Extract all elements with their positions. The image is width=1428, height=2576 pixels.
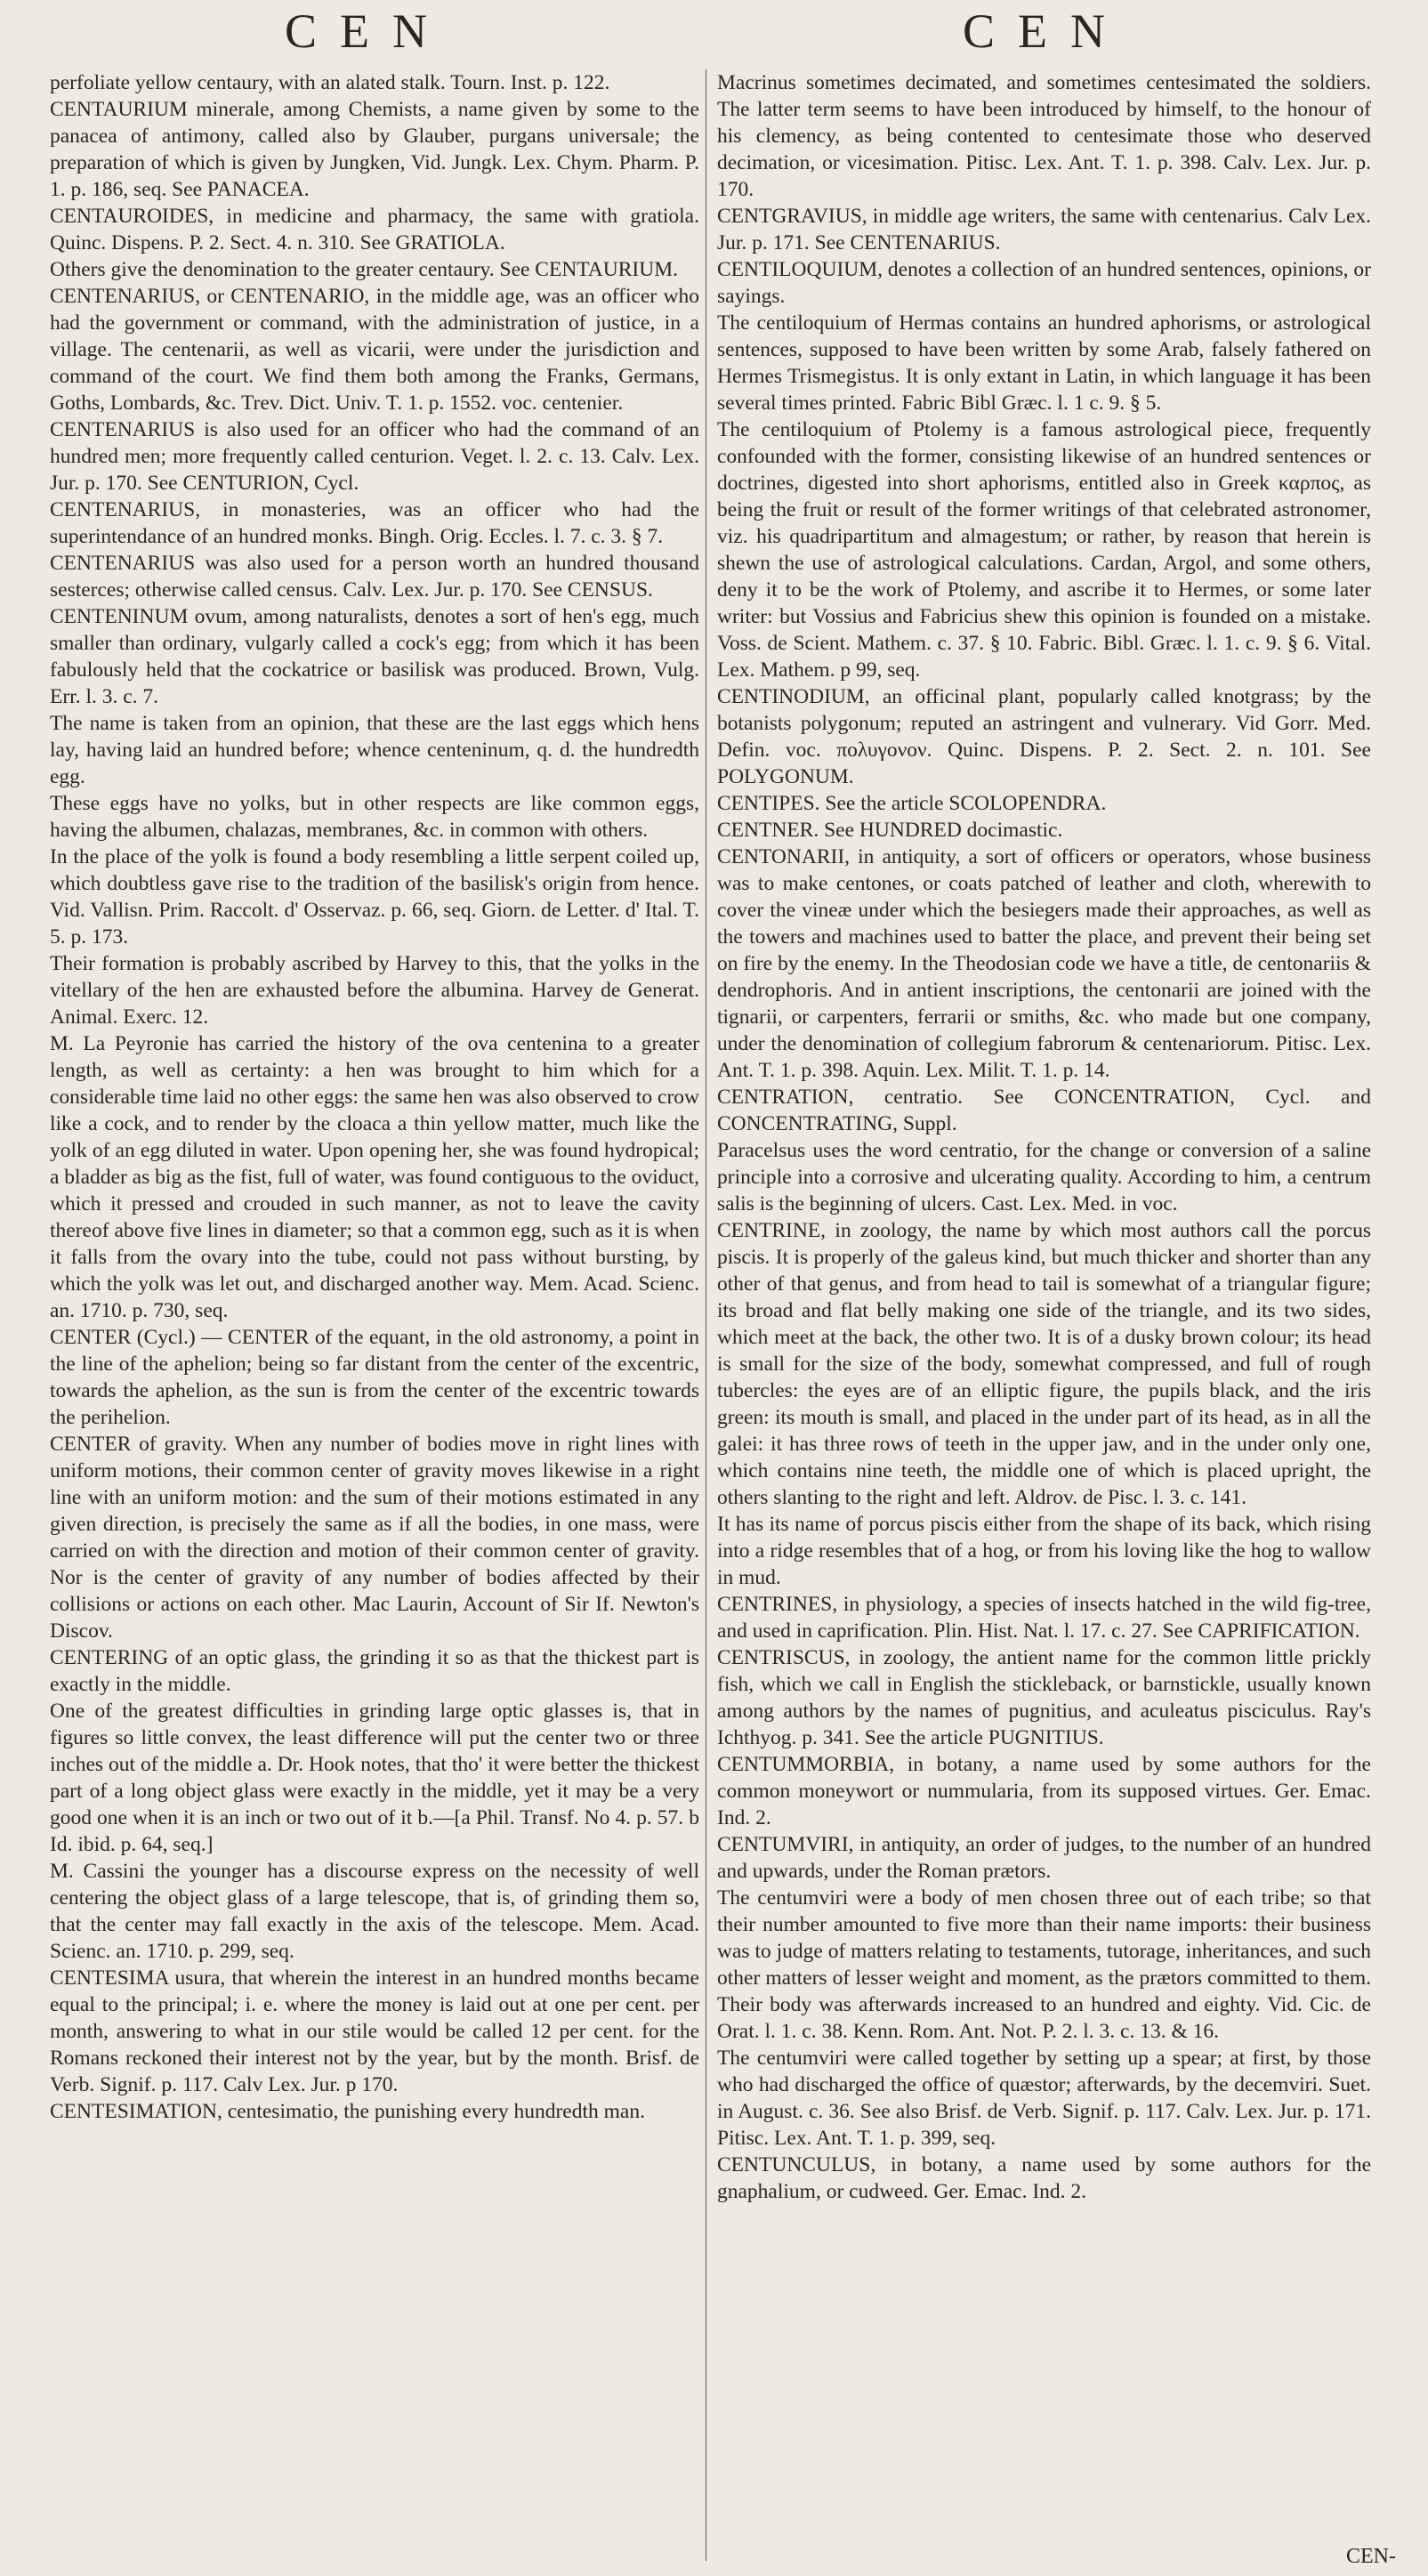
entry-text: CENTRINES, in physiology, a species of insects hatched in the wild fig-tree, and used in caprification. Plin. Hist. Nat. l. 17. c. 27. See CAPRIFICATION.	[717, 1593, 1371, 1643]
entry-text: CENTENARIUS, in monasteries, was an officer who had the superintendance of an hundred monks. Bingh. Orig. Eccles. l. 7. c. 3. § 7.	[50, 498, 699, 548]
entry-text: CENTESIMA usura, that wherein the interest in an hundred months became equal to the principal; i. e. where the money is laid out at one per cent. per month, answering to what in our stile would be called 12 per cent. for the Romans reckoned their interest not by the year, but by the month. Brisf. de Verb. Signif. p. 117. Calv Lex. Jur. p 170.	[50, 1966, 699, 2096]
entry-text: The centumviri were called together by setting up a spear; at first, by those who had discharged the office of quæstor; afterwards, by the decemviri. Suet. in August. c. 36. See also Brisf. de Verb. Signif. p. 117. Calv. Lex. Jur. p. 171. Pitisc. Lex. Ant. T. 1. p. 399, seq.	[717, 2047, 1371, 2150]
entry-text: M. Cassini the younger has a discourse express on the necessity of well centering the object glass of a large telescope, that is, of grinding them so, that the center may fall exactly in the axis of the telescope. Mem. Acad. Scienc. an. 1710. p. 299, seq.	[50, 1860, 699, 1963]
entry-text: CENTRATION, centratio. See CONCENTRATION, Cycl. and CONCENTRATING, Suppl.	[717, 1086, 1371, 1135]
entry-text: CENTER (Cycl.) — CENTER of the equant, in the old astronomy, a point in the line of the aphelion; being so far distant from the center of the excentric, towards the aphelion, as the sun is from the center of the excentric towards the perihelion.	[50, 1326, 699, 1429]
entry-text: CENTILOQUIUM, denotes a collection of an hundred sentences, opinions, or sayings.	[717, 258, 1371, 308]
entry-text: CENTENARIUS was also used for a person worth an hundred thousand sesterces; otherwise called census. Calv. Lex. Jur. p. 170. See CENSUS.	[50, 552, 699, 602]
entry-text: CENTRISCUS, in zoology, the antient name for the common little prickly fish, which we call in English the stickleback, or barnstickle, usually known among authors by the names of pugnitius, and aculeatus pisciculus. Ray's Ichthyog. p. 341. See the article PUGNITIUS.	[717, 1646, 1371, 1749]
entry-text: CENTRINE, in zoology, the name by which most authors call the porcus piscis. It is properly of the galeus kind, but much thicker and shorter than any other of that genus, and from head to tail is somewhat of a triangular figure; its broad and flat belly making one side of the triangle, and its two sides, which meet at the back, the other two. It is of a dusky brown colour; its head is small for the size of the body, somewhat compressed, and full of rough tubercles: the eyes are of an elliptic figure, the pupils black, and the iris green: its mouth is small, and placed in the under part of its head, as in all the galei: it has three rows of teeth in the upper jaw, and in the under only one, which contains nine teeth, the middle one of which is placed upright, the others slanting to the right and left. Aldrov. de Pisc. l. 3. c. 141.	[717, 1219, 1371, 1509]
entry-text: Their formation is probably ascribed by Harvey to this, that the yolks in the vitellary of the hen are exhausted before the albumina. Harvey de Generat. Animal. Exerc. 12.	[50, 952, 699, 1029]
entry-text: Macrinus sometimes decimated, and sometimes centesimated the soldiers. The latter term seems to have been introduced by himself, to the honour of his clemency, as being contented to centesimate those who deserved decimation, or vicesimation. Pitisc. Lex. Ant. T. 1. p. 398. Calv. Lex. Jur. p. 170.	[717, 71, 1371, 201]
entry-text: CENTUMVIRI, in antiquity, an order of judges, to the number of an hundred and upwards, under the Roman prætors.	[717, 1833, 1371, 1883]
entry-text: The name is taken from an opinion, that these are the last eggs which hens lay, having laid an hundred before; whence centeninum, q. d. the hundredth egg.	[50, 712, 699, 788]
catchword: CEN-	[1346, 2545, 1396, 2568]
entry-text: CENTUMMORBIA, in botany, a name used by some authors for the common moneywort or nummularia, from its supposed virtues. Ger. Emac. Ind. 2.	[717, 1753, 1371, 1829]
entry-text: The centiloquium of Hermas contains an hundred aphorisms, or astrological sentences, supposed to have been written by some Arab, falsely fathered on Hermes Trismegistus. It is only extant in Latin, in which language it has been several times printed. Fabric Bibl Græc. l. 1 c. 9. § 5.	[717, 311, 1371, 415]
entry-text: CENTENARIUS is also used for an officer who had the command of an hundred men; more frequently called centurion. Veget. l. 2. c. 13. Calv. Lex. Jur. p. 170. See CENTURION, Cycl.	[50, 418, 699, 495]
right-column	[717, 69, 1371, 2205]
entry-text: CENTINODIUM, an officinal plant, popularly called knotgrass; by the botanists polygonum; reputed an astringent and vulnerary. Vid Gorr. Med. Defin. voc. πολυγονον. Quinc. Dispens. P. 2. Sect. 2. n. 101. See POLYGONUM.	[717, 685, 1371, 788]
entry-text: CENTGRAVIUS, in middle age writers, the same with centenarius. Calv Lex. Jur. p. 171. See CENTENARIUS.	[717, 205, 1371, 254]
running-header-left: CEN	[285, 4, 450, 58]
entry-text: CENTER of gravity. When any number of bodies move in right lines with uniform motions, their common center of gravity moves likewise in a right line with an uniform motion: and the sum of their motions estimated in any given direction, is precisely the same as if all the bodies, in one mass, were carried on with the direction and motion of their common center of gravity. Nor is the center of gravity of any number of bodies affected by their collisions or actions on each other. Mac Laurin, Account of Sir If. Newton's Discov.	[50, 1433, 699, 1643]
entry-text: perfoliate yellow centaury, with an alated stalk. Tourn. Inst. p. 122.	[50, 71, 610, 94]
entry-text: These eggs have no yolks, but in other respects are like common eggs, having the albumen, chalazas, membranes, &c. in common with others.	[50, 792, 699, 842]
entry-text: CENTAURIUM minerale, among Chemists, a name given by some to the panacea of antimony, called also by Glauber, purgans universale; the preparation of which is given by Jungken, Vid. Jungk. Lex. Chym. Pharm. P. 1. p. 186, seq. See PANACEA.	[50, 98, 699, 201]
entry-text: CENTONARII, in antiquity, a sort of officers or operators, whose business was to make centones, or coats patched of leather and cloth, wherewith to cover the vineæ under which the besiegers made their approaches, as well as the towers and machines used to batter the place, and prevent their being set on fire by the enemy. In the Theodosian code we have a title, de centonariis & dendrophoris. And in antient inscriptions, the centonarii are joined with the tignarii, or carpenters, ferrarii or smiths, &c. who made but one company, under the denomination of collegium fabrorum & centenariorum. Pitisc. Lex. Ant. T. 1. p. 398. Aquin. Lex. Milit. T. 1. p. 14.	[717, 845, 1371, 1082]
left-column	[50, 69, 699, 2125]
entry-text: CENTENINUM ovum, among naturalists, denotes a sort of hen's egg, much smaller than ordinary, vulgarly called a cock's egg; from which it has been fabulously held that the cockatrice or basilisk was produced. Brown, Vulg. Err. l. 3. c. 7.	[50, 605, 699, 708]
entry-text: CENTESIMATION, centesimatio, the punishing every hundredth man.	[50, 2100, 645, 2123]
entry-text: Others give the denomination to the greater centaury. See CENTAURIUM.	[50, 258, 678, 281]
entry-text: CENTERING of an optic glass, the grinding it so as that the thickest part is exactly in the middle.	[50, 1646, 699, 1696]
entry-text: The centiloquium of Ptolemy is a famous astrological piece, frequently confounded with the former, consisting likewise of an hundred sentences or doctrines, digested into short aphorisms, entitled also in Greek καρπος, as being the fruit or result of the former writings of that celebrated astronomer, viz. his quadripartitum and almagestum; or rather, by reason that herein is shewn the use of astrological calculations. Cardan, Argol, and some others, deny it to be the work of Ptolemy, and ascribe it to Hermes, or some later writer: but Vossius and Fabricius shew this opinion is founded on a mistake. Voss. de Scient. Mathem. c. 37. § 10. Fabric. Bibl. Græc. l. 1. c. 9. § 6. Vital. Lex. Mathem. p 99, seq.	[717, 418, 1371, 682]
entry-text: Paracelsus uses the word centratio, for the change or conversion of a saline principle into a corrosive and ulcerating quality. According to him, a centrum salis is the beginning of ulcers. Cast. Lex. Med. in voc.	[717, 1139, 1371, 1215]
entry-text: CENTIPES. See the article SCOLOPENDRA.	[717, 792, 1107, 815]
entry-text: CENTUNCULUS, in botany, a name used by some authors for the gnaphalium, or cudweed. Ger. Emac. Ind. 2.	[717, 2153, 1371, 2203]
running-header-right: CEN	[963, 4, 1128, 58]
entry-text: The centumviri were a body of men chosen three out of each tribe; so that their number amounted to five more than their name imports: their business was to judge of matters relating to testaments, tutorage, inheritances, and such other matters of lesser weight and moment, as the prætors committed to them. Their body was afterwards increased to an hundred and eighty. Vid. Cic. de Orat. l. 1. c. 38. Kenn. Rom. Ant. Not. P. 2. l. 3. c. 13. & 16.	[717, 1886, 1371, 2043]
entry-text: One of the greatest difficulties in grinding large optic glasses is, that in figures so little convex, the least difference will put the center two or three inches out of the middle a. Dr. Hook notes, that tho' it were better the thickest part of a long object glass were exactly in the middle, yet it may be a very good one when it is an inch or two out of it b.—[a Phil. Transf. No 4. p. 57. b Id. ibid. p. 64, seq.]	[50, 1700, 699, 1856]
entry-text: M. La Peyronie has carried the history of the ova centenina to a greater length, as well as certainty: a hen was brought to him which for a considerable time laid no other eggs: the same hen was also observed to crow like a cock, and to render by the cloaca a thin yellow matter, much like the yolk of an egg diluted in water. Upon opening her, she was found hydropical; a bladder as big as the fist, full of water, was found contiguous to the oviduct, which it pressed and crouded in such manner, as not to leave the cavity thereof above five lines in diameter; so that a common egg, such as it is when it falls from the ovary into the tube, could not pass without bursting, by which the yolk was let out, and discharged another way. Mem. Acad. Scienc. an. 1710. p. 730, seq.	[50, 1032, 700, 1322]
entry-text: In the place of the yolk is found a body resembling a little serpent coiled up, which doubtless gave rise to the tradition of the basilisk's origin from hence. Vid. Vallisn. Prim. Raccolt. d' Osservaz. p. 66, seq. Giorn. de Letter. d' Ital. T. 5. p. 173.	[50, 845, 699, 949]
entry-text: CENTENARIUS, or CENTENARIO, in the middle age, was an officer who had the government or command, with the administration of justice, in a village. The centenarii, as well as vicarii, were under the jurisdiction and command of the court. We find them both among the Franks, Germans, Goths, Lombards, &c. Trev. Dict. Univ. T. 1. p. 1552. voc. centenier.	[50, 285, 699, 415]
entry-text: CENTAUROIDES, in medicine and pharmacy, the same with gratiola. Quinc. Dispens. P. 2. Sect. 4. n. 310. See GRATIOLA.	[50, 205, 699, 254]
entry-text: CENTNER. See HUNDRED docimastic.	[717, 819, 1063, 842]
entry-text: It has its name of porcus piscis either from the shape of its back, which rising into a ridge resembles that of a hog, or from his loving like the hog to wallow in mud.	[717, 1513, 1371, 1589]
